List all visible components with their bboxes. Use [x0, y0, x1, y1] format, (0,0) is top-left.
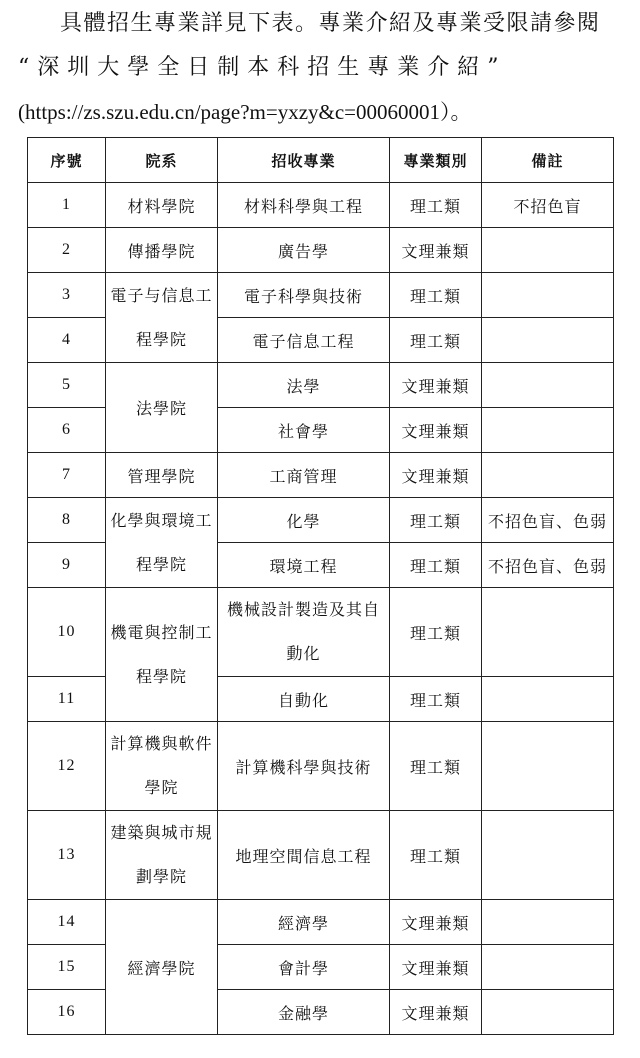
note-cell [482, 588, 614, 677]
note-cell: 不招色盲 [482, 183, 614, 228]
college-cell: 管理學院 [106, 453, 218, 498]
major-cell: 材料科學與工程 [218, 183, 390, 228]
category-cell: 理工類 [390, 183, 482, 228]
note-cell [482, 722, 614, 811]
table-row [28, 811, 614, 900]
major-cell: 環境工程 [218, 543, 390, 588]
major-cell: 地理空間信息工程 [218, 811, 390, 900]
college-cell: 電子与信息工程學院 [106, 273, 218, 363]
table-row [28, 588, 614, 677]
college-cell: 建築與城市規劃學院 [106, 811, 218, 900]
row-number: 16 [28, 990, 106, 1035]
header-cell-category: 專業類別 [390, 138, 482, 183]
row-number: 14 [28, 900, 106, 945]
category-cell: 理工類 [390, 543, 482, 588]
major-cell: 化學 [218, 498, 390, 543]
header-cell-major: 招收專業 [218, 138, 390, 183]
college-cell: 法學院 [106, 363, 218, 453]
category-cell: 理工類 [390, 273, 482, 318]
note-cell [482, 990, 614, 1035]
major-cell: 自動化 [218, 677, 390, 722]
table-row [28, 498, 614, 543]
row-number: 2 [28, 228, 106, 273]
category-cell: 文理兼類 [390, 990, 482, 1035]
college-cell: 材料學院 [106, 183, 218, 228]
row-number: 4 [28, 318, 106, 363]
header-cell-note: 備註 [482, 138, 614, 183]
header-cell-college: 院系 [106, 138, 218, 183]
major-cell: 工商管理 [218, 453, 390, 498]
category-cell: 文理兼類 [390, 900, 482, 945]
note-cell [482, 900, 614, 945]
row-number: 8 [28, 498, 106, 543]
row-number: 15 [28, 945, 106, 990]
intro-line-3: (https://zs.szu.edu.cn/page?m=yxzy&c=00060001）。 [18, 100, 472, 124]
major-cell: 廣告學 [218, 228, 390, 273]
note-cell [482, 453, 614, 498]
row-number: 5 [28, 363, 106, 408]
college-cell: 計算機與軟件學院 [106, 722, 218, 811]
major-cell: 社會學 [218, 408, 390, 453]
college-cell: 傳播學院 [106, 228, 218, 273]
category-cell: 理工類 [390, 811, 482, 900]
major-cell: 電子科學與技術 [218, 273, 390, 318]
note-cell [482, 363, 614, 408]
row-number: 9 [28, 543, 106, 588]
row-number: 12 [28, 722, 106, 811]
row-number: 10 [28, 588, 106, 677]
row-number: 11 [28, 677, 106, 722]
category-cell: 理工類 [390, 588, 482, 677]
college-cell: 經濟學院 [106, 900, 218, 1035]
category-cell: 文理兼類 [390, 228, 482, 273]
table-row [28, 722, 614, 811]
note-cell: 不招色盲、色弱 [482, 543, 614, 588]
table-header-row [28, 138, 614, 183]
category-cell: 理工類 [390, 498, 482, 543]
major-cell: 會計學 [218, 945, 390, 990]
category-cell: 理工類 [390, 318, 482, 363]
row-number: 6 [28, 408, 106, 453]
note-cell [482, 273, 614, 318]
row-number: 3 [28, 273, 106, 318]
header-cell-no: 序號 [28, 138, 106, 183]
major-cell: 機械設計製造及其自動化 [218, 588, 390, 677]
table-row [28, 453, 614, 498]
note-cell: 不招色盲、色弱 [482, 498, 614, 543]
college-cell: 化學與環境工程學院 [106, 498, 218, 588]
table-row [28, 273, 614, 318]
note-cell [482, 318, 614, 363]
major-cell: 金融學 [218, 990, 390, 1035]
college-cell: 機電與控制工程學院 [106, 588, 218, 722]
category-cell: 文理兼類 [390, 453, 482, 498]
note-cell [482, 677, 614, 722]
category-cell: 理工類 [390, 677, 482, 722]
table-row [28, 228, 614, 273]
note-cell [482, 945, 614, 990]
intro-line-2: “深圳大學全日制本科招生專業介紹” [18, 55, 507, 80]
table-row [28, 363, 614, 408]
category-cell: 文理兼類 [390, 945, 482, 990]
note-cell [482, 408, 614, 453]
category-cell: 文理兼類 [390, 363, 482, 408]
major-cell: 計算機科學與技術 [218, 722, 390, 811]
table-row [28, 900, 614, 945]
major-cell: 法學 [218, 363, 390, 408]
row-number: 13 [28, 811, 106, 900]
note-cell [482, 228, 614, 273]
major-cell: 電子信息工程 [218, 318, 390, 363]
category-cell: 理工類 [390, 722, 482, 811]
category-cell: 文理兼類 [390, 408, 482, 453]
admission-majors-table [27, 137, 614, 1035]
note-cell [482, 811, 614, 900]
table-row [28, 183, 614, 228]
row-number: 1 [28, 183, 106, 228]
row-number: 7 [28, 453, 106, 498]
major-cell: 經濟學 [218, 900, 390, 945]
intro-line-1: 具體招生專業詳見下表。專業介紹及專業受限請參閱 [60, 11, 601, 36]
